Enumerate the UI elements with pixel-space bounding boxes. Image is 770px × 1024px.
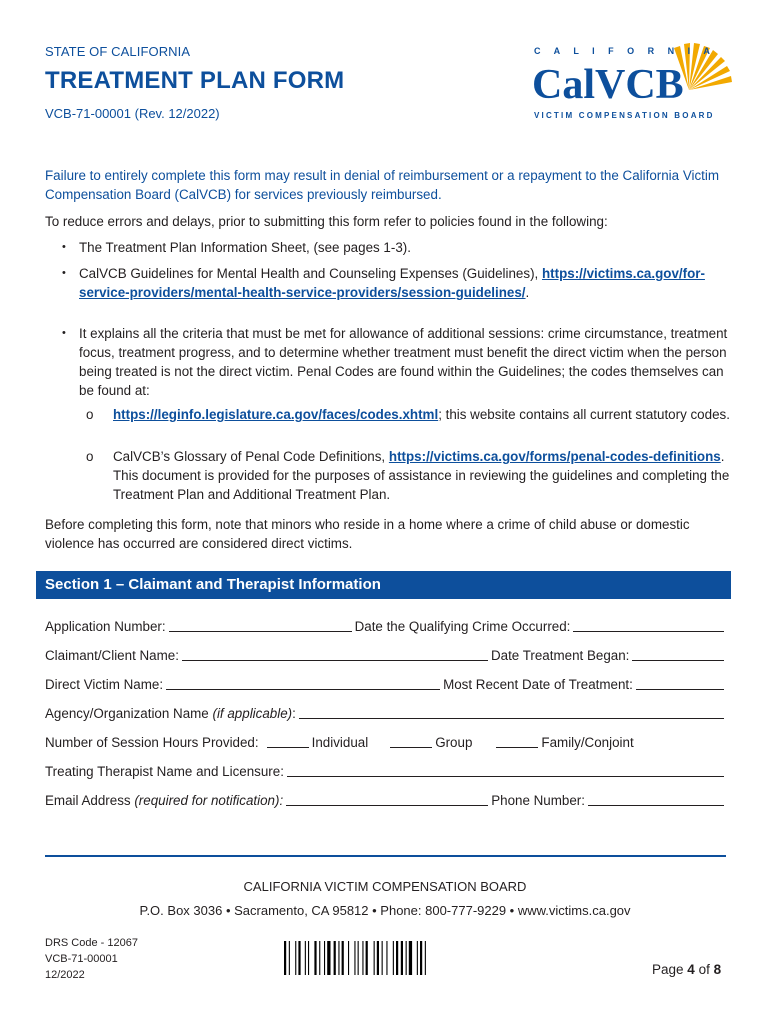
guidelines-period: . (525, 285, 530, 300)
application-number-label: Application Number: (45, 619, 166, 634)
warning-text: Failure to entirely complete this form may result in denial of reimbursement or a repayment to the California Victim Compensation Board (CalVCB) for services previously reimbursed. (45, 168, 720, 202)
guidelines-link[interactable]: https://victims.ca.gov/for-service-providers/mental-health-service-providers/session-guidelines/ (79, 266, 705, 300)
glossary-tail: . This document is provided for the purposes of assistance in reviewing the guidelines and completing the Treatment Plan and Additional Treatment Plan. (113, 449, 730, 502)
row-session-hours (45, 730, 727, 750)
group-hours-field[interactable] (390, 734, 432, 748)
bullet-icon: • (62, 267, 66, 279)
page-indicator (652, 962, 721, 977)
glossary-link[interactable]: https://victims.ca.gov/forms/penal-codes-definitions (388, 449, 721, 464)
therapist-label: Treating Therapist Name and Licensure: (45, 764, 284, 779)
bullet-text (79, 264, 734, 302)
email-field[interactable] (286, 792, 488, 806)
row-agency (45, 701, 727, 721)
bullet-guidelines (64, 264, 734, 302)
logo-top-text: C A L I F O R N I A (534, 46, 716, 56)
page-number: 4 (687, 962, 695, 977)
form-number: VCB-71-00001 (Rev. 12/2022) (45, 106, 220, 121)
session-hours-label: Number of Session Hours Provided: (45, 735, 259, 750)
calvcb-logo (524, 38, 734, 122)
claimant-name-label: Claimant/Client Name: (45, 648, 179, 663)
leginfo-text: ; this website contains all current statutory codes. (438, 407, 730, 422)
date-began-label: Date Treatment Began: (490, 648, 630, 663)
agency-label-colon: : (292, 706, 296, 721)
recent-date-label: Most Recent Date of Treatment: (443, 677, 633, 692)
agency-label-note: (if applicable) (212, 706, 293, 721)
date-crime-label: Date the Qualifying Crime Occurred: (354, 619, 571, 634)
row-claimant (45, 643, 727, 663)
agency-label-text: Agency/Organization Name (45, 706, 209, 721)
page-of: of (698, 962, 710, 977)
date-began-field[interactable] (632, 647, 724, 661)
sub-item-glossary (86, 447, 736, 504)
direct-victim-field[interactable] (166, 676, 440, 690)
application-number-field[interactable] (169, 618, 352, 632)
individual-label: Individual (311, 735, 369, 750)
bullet-text: The Treatment Plan Information Sheet, (see pages 1-3). (79, 240, 411, 255)
row-therapist (45, 759, 727, 779)
recent-date-field[interactable] (636, 676, 724, 690)
phone-label: Phone Number: (491, 793, 585, 808)
email-label (45, 793, 283, 808)
logo-name: CalVCB (532, 62, 684, 108)
page-total: 8 (713, 962, 722, 977)
guidelines-text: CalVCB Guidelines for Mental Health and Counseling Expenses (Guidelines), (79, 266, 539, 281)
footer-codes (45, 935, 138, 983)
barcode-icon (284, 941, 486, 975)
logo-bottom-text: VICTIM COMPENSATION BOARD (534, 111, 715, 120)
family-label: Family/Conjoint (541, 735, 634, 750)
bullet-text: It explains all the criteria that must be met for allowance of additional sessions: crime circumstance, treatment focus, treatment progress, and to determine whether treatment must benefit the direct victim when the person being treated is not the direct victim. Penal Codes are found within the Guidelines; the codes themselves can be found at: (79, 326, 728, 398)
drs-code: DRS Code - 12067 (45, 937, 138, 949)
bullet-criteria (64, 324, 734, 400)
intro-lead: To reduce errors and delays, prior to submitting this form refer to policies found in the following: (45, 214, 608, 229)
phone-field[interactable] (588, 792, 724, 806)
form-code: VCB-71-00001 (45, 953, 118, 965)
claimant-name-field[interactable] (182, 647, 488, 661)
email-label-note: (required for notification): (134, 793, 284, 808)
agency-field[interactable] (299, 705, 724, 719)
bullet-icon: • (62, 327, 66, 339)
footer-address: P.O. Box 3036 • Sacramento, CA 95812 • Phone: 800-777-9229 • www.victims.ca.gov (139, 903, 631, 918)
glossary-text: CalVCB’s Glossary of Penal Code Definitions, (113, 449, 386, 464)
individual-hours-field[interactable] (267, 734, 309, 748)
date-crime-field[interactable] (573, 618, 724, 632)
row-direct-victim (45, 672, 727, 692)
minors-note: Before completing this form, note that minors who reside in a home where a crime of child abuse or domestic violence has occurred are considered direct victims. (45, 517, 690, 551)
footer-divider (45, 855, 726, 857)
sub-item-codes (86, 405, 736, 424)
agency-label (45, 706, 296, 721)
row-application (45, 614, 727, 634)
bullet-icon: • (62, 241, 66, 253)
section1-header: Section 1 – Claimant and Therapist Information (36, 571, 731, 599)
sub-item-text (113, 405, 736, 424)
direct-victim-label: Direct Victim Name: (45, 677, 164, 692)
sub-item-text (113, 447, 736, 504)
footer-org: CALIFORNIA VICTIM COMPENSATION BOARD (243, 879, 527, 894)
therapist-field[interactable] (287, 763, 724, 777)
row-email (45, 788, 727, 808)
group-label: Group (435, 735, 473, 750)
state-label: STATE OF CALIFORNIA (45, 44, 191, 59)
leginfo-link[interactable]: https://leginfo.legislature.ca.gov/faces/codes.xhtml (113, 407, 439, 422)
page-label: Page (652, 962, 684, 977)
revision-date: 12/2022 (45, 969, 85, 981)
sub-bullet-marker: o (86, 449, 94, 464)
family-hours-field[interactable] (496, 734, 538, 748)
email-label-text: Email Address (45, 793, 131, 808)
form-title: TREATMENT PLAN FORM (45, 67, 345, 94)
bullet-info-sheet (64, 238, 734, 257)
sub-bullet-marker: o (86, 407, 94, 422)
